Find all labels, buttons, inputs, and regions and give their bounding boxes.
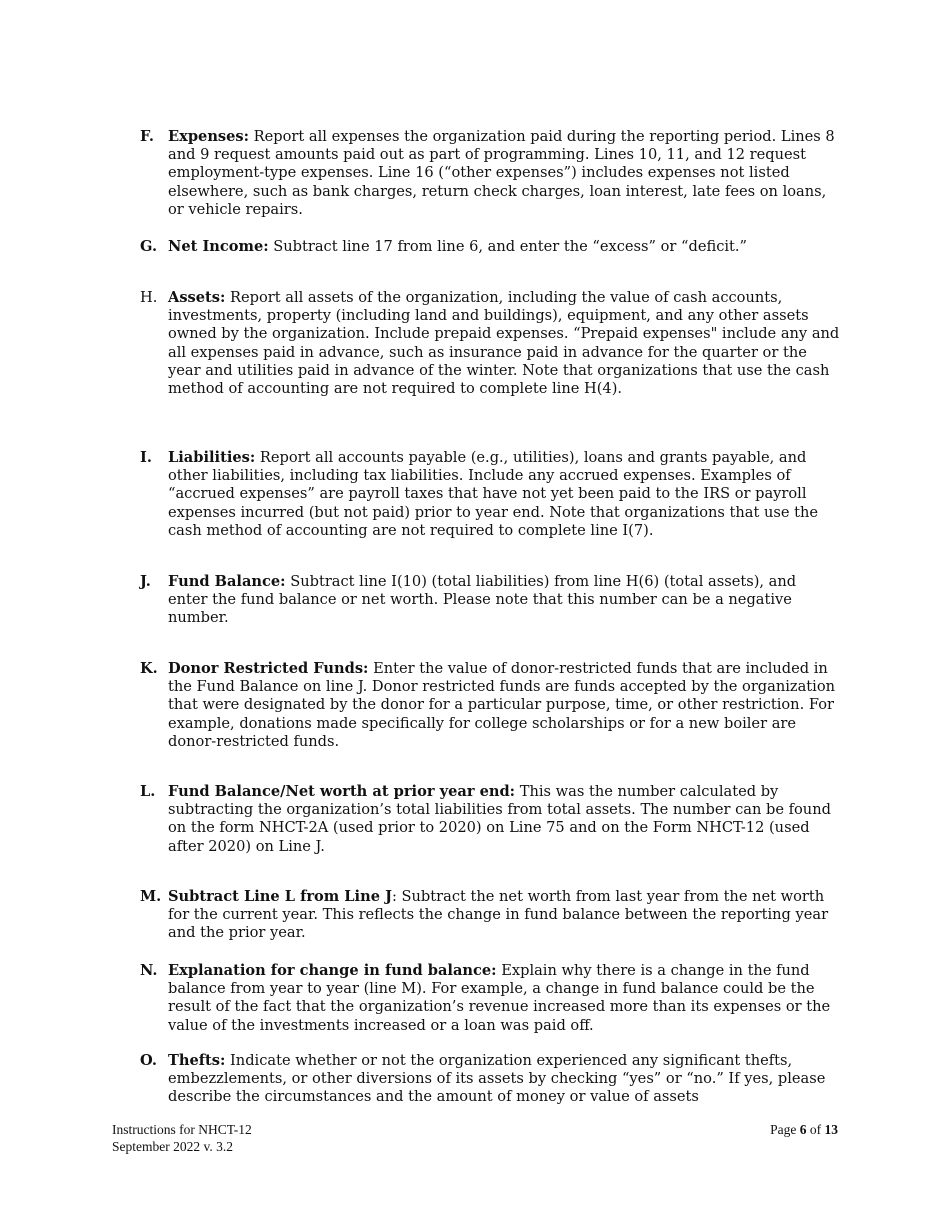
section-heading: Thefts:	[168, 1052, 226, 1069]
footer-doc-version: September 2022 v. 3.2	[112, 1139, 233, 1154]
section-i	[140, 449, 840, 540]
section-n	[140, 962, 840, 1035]
section-heading: Explanation for change in fund balance:	[168, 962, 497, 979]
footer-document-info	[112, 1121, 252, 1155]
section-heading: Donor Restricted Funds:	[168, 660, 369, 677]
section-letter: K.	[140, 660, 158, 677]
section-o	[140, 1052, 840, 1107]
section-text: Enter the value of donor-restricted funds that are included in the Fund Balance on line J. Donor restricted funds are funds accepted by the organization that were designated by the donor for a particular purpose, time, or other restriction. For example, donations made specifically for college scholarships or for a new boiler are donor-restricted funds.	[168, 660, 836, 750]
section-letter: I.	[140, 449, 152, 466]
section-text: Subtract line 17 from line 6, and enter the “excess” or “deficit.”	[268, 238, 748, 255]
section-heading: Fund Balance:	[168, 573, 286, 590]
section-m	[140, 888, 840, 943]
footer-doc-title: Instructions for NHCT-12	[112, 1122, 252, 1137]
section-f	[140, 128, 840, 219]
section-letter: H.	[140, 289, 158, 306]
section-heading: Assets:	[168, 289, 226, 306]
section-g	[140, 238, 840, 256]
section-text: : Subtract the net worth from last year from the net worth for the current year. This reflects the change in fund balance between the reporting year and the prior year.	[168, 888, 829, 942]
section-text: This was the number calculated by subtracting the organization’s total liabilities from total assets. The number can be found on the form NHCT-2A (used prior to 2020) on Line 75 and on the Form NHCT-12 (used after 2020) on Line J.	[168, 783, 831, 855]
page-current: 6	[799, 1122, 807, 1137]
section-text: Report all expenses the organization paid during the reporting period. Lines 8 and 9 request amounts paid out as part of programming. Lines 10, 11, and 12 request employment-type expenses. Line 16 (“other expenses”) includes expenses not listed elsewhere, such as bank charges, return check charges, loan interest, late fees on loans, or vehicle repairs.	[168, 128, 835, 218]
section-heading: Expenses:	[168, 128, 250, 145]
section-heading: Subtract Line L from Line J	[168, 888, 392, 905]
section-letter: J.	[140, 573, 151, 590]
section-heading: Liabilities:	[168, 449, 256, 466]
section-j	[140, 573, 840, 628]
section-l	[140, 783, 840, 856]
page-word: Page	[770, 1122, 800, 1137]
section-letter: L.	[140, 783, 156, 800]
section-letter: G.	[140, 238, 158, 255]
section-k	[140, 660, 840, 751]
section-text: Report all assets of the organization, including the value of cash accounts, investments, property (including land and buildings), equipment, and any other assets owned by the organization. Include prepaid expenses. “Prepaid expenses" include any and all expenses paid in advance, such as insurance paid in advance for the quarter or the year and utilities paid in advance of the winter. Note that organizations that use the cash method of accounting are not required to complete line H(4).	[168, 289, 840, 398]
section-text: Report all accounts payable (e.g., utilities), loans and grants payable, and other liabilities, including tax liabilities. Include any accrued expenses. Examples of “accrued expenses” are payroll taxes that have not yet been paid to the IRS or payroll expenses incurred (but not paid) prior to year end. Note that organizations that use the cash method of accounting are not required to complete line I(7).	[168, 449, 819, 539]
footer-page-number	[770, 1121, 838, 1138]
section-h	[140, 289, 840, 398]
section-text: Subtract line I(10) (total liabilities) from line H(6) (total assets), and enter the fund balance or net worth. Please note that this number can be a negative number.	[168, 573, 797, 627]
section-heading: Net Income:	[168, 238, 269, 255]
section-letter: O.	[140, 1052, 157, 1069]
section-letter: N.	[140, 962, 158, 979]
page-of: of	[806, 1122, 825, 1137]
page-total: 13	[824, 1122, 838, 1137]
section-letter: F.	[140, 128, 154, 145]
section-heading: Fund Balance/Net worth at prior year end:	[168, 783, 516, 800]
section-text: Explain why there is a change in the fund balance from year to year (line M). For example, a change in fund balance could be the result of the fact that the organization’s revenue increased more than its expenses or the value of the investments increased or a loan was paid off.	[168, 962, 831, 1034]
section-text: Indicate whether or not the organization experienced any significant thefts, embezzlements, or other diversions of its assets by checking “yes” or “no.” If yes, please describe the circumstances and the amount of money or value of assets	[168, 1052, 826, 1106]
section-letter: M.	[140, 888, 162, 905]
